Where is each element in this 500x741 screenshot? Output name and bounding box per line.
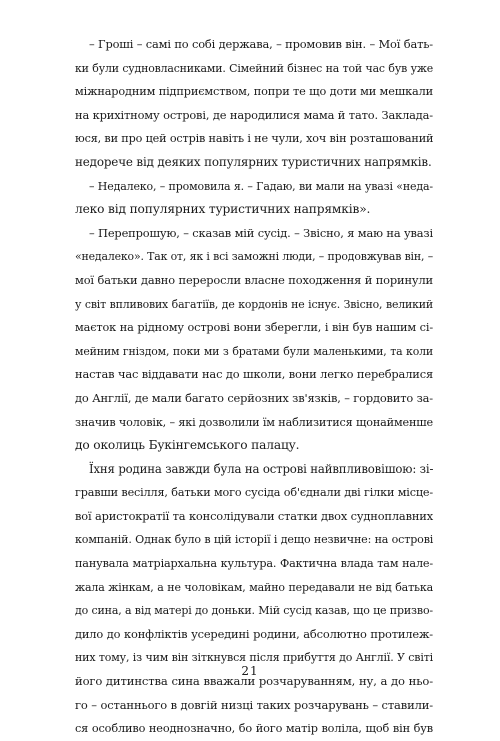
text-line: них тому, із чим він зіткнувся після прибуття до Англії. У світі <box>75 651 433 665</box>
text-line: вої аристократії та консолідували статки двох судноплавних <box>75 508 433 523</box>
text-line: компаній. Однак було в цій історії і дещо незвичне: на острові <box>75 533 434 547</box>
text-line: – Перепрошую, – сказав мій сусід. – Звісно, я маю на увазі <box>89 225 433 240</box>
text-line: жала жінкам, а не чоловікам, майно передавали не від батька <box>75 580 433 594</box>
text-line: – Гроші – самі по собі держава, – промовив він. – Мої бать- <box>89 37 433 51</box>
body-text <box>75 33 433 741</box>
text-line: значив чоловік, – які дозволили їм наблизитися щонайменше <box>75 415 433 429</box>
text-line: на крихітному острові, де народилися мама й тато. Заклада- <box>75 107 433 122</box>
text-line: настав час віддавати нас до школи, вони легко перебралися <box>75 367 433 382</box>
text-line: його дитинства сина вважали розчаруванням, ну, а до ньо- <box>75 674 433 689</box>
text-line: дило до конфліктів усередині родини, абсолютно протилеж- <box>75 626 433 641</box>
text-line: до сина, а від матері до доньки. Мій сусід казав, що це призво- <box>75 604 433 618</box>
text-line: леко від популярних туристичних напрямків». <box>75 202 371 217</box>
text-line: до Англії, де мали багато серйозних зв'язків, – гордовито за- <box>75 390 433 405</box>
text-line: недорече від деяких популярних туристичних напрямків. <box>75 154 432 169</box>
text-line: «недалеко». Так от, як і всі заможні люди, – продовжував він, – <box>75 250 433 264</box>
text-line: міжнародним підприємством, попри те що доти ми мешкали <box>75 85 433 99</box>
text-line: ся особливо неоднозначно, бо його матір воліла, щоб він був <box>75 722 433 736</box>
text-line: гравши весілля, батьки мого сусіда об'єднали дві гілки місце- <box>75 486 433 500</box>
page-number: 21 <box>241 664 259 678</box>
text-line: у світ впливових багатіїв, де кордонів не існує. Звісно, великий <box>75 297 433 311</box>
text-line: юся, ви про цей острів навіть і не чули, хоч він розташований <box>75 132 434 146</box>
text-line: до околиць Букінгемського палацу. <box>75 438 300 453</box>
text-line: го – останнього в довгій низці таких розчарувань – ставили- <box>75 697 433 712</box>
text-line: ки були судновласниками. Сімейний бізнес на той час був уже <box>75 61 433 75</box>
text-line: Їхня родина завжди була на острові найвпливовішою: зі- <box>89 461 434 476</box>
text-line: – Недалеко, – промовила я. – Гадаю, ви мали на увазі «неда- <box>89 179 433 193</box>
text-line: маєток на рідному острові вони зберегли, і він був нашим сі- <box>75 321 433 335</box>
text-line: мої батьки давно переросли власне походження й поринули <box>75 272 433 287</box>
text-line: мейним гніздом, поки ми з братами були маленькими, та коли <box>75 344 433 358</box>
text-line: панувала матріархальна культура. Фактична влада там нале- <box>75 557 433 571</box>
